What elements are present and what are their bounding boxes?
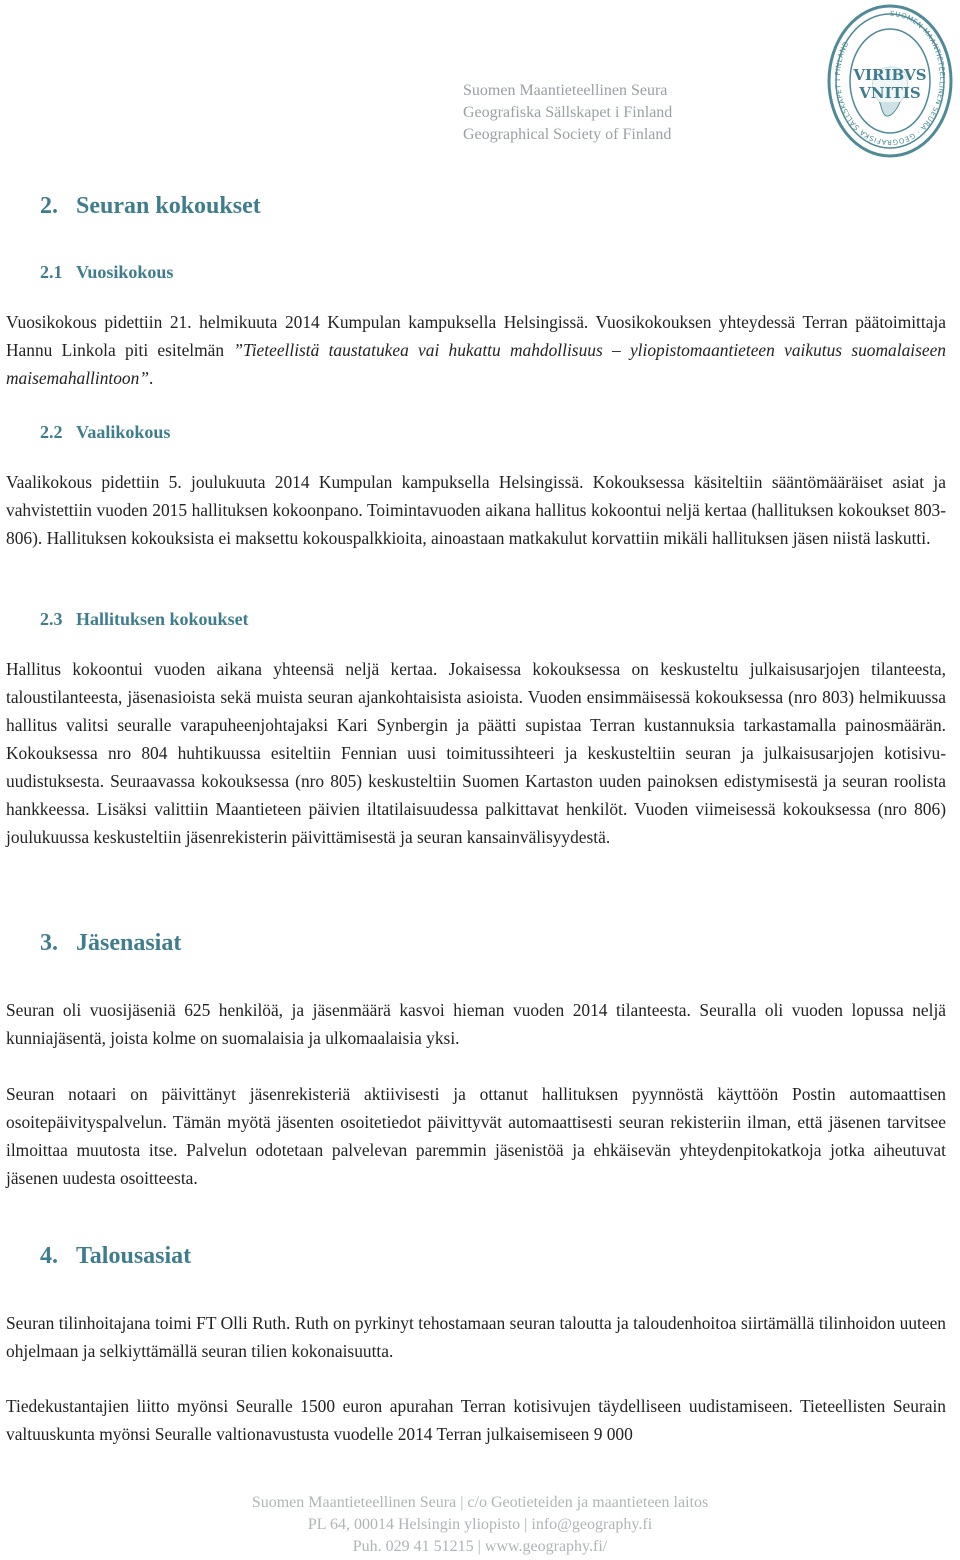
org-name-sv: Geografiska Sällskapet i Finland xyxy=(463,104,673,121)
paragraph-apurahat: Tiedekustantajien liitto myönsi Seuralle 1500 euron apurahan Terran kotisivujen täydelliseen uudistamiseen. Tieteellisten Seurain valtuuskunta myönsi Seuralle valtionavustusta vuodelle 2014 Terran julkaisemiseen 9 000 xyxy=(6,1396,946,1444)
letterhead xyxy=(463,80,793,146)
seal-motto-top: VIRIBVS xyxy=(853,66,927,84)
footer-address: Suomen Maantieteellinen Seura | c/o Geotieteiden ja maantieteen laitos xyxy=(251,1494,709,1511)
section-heading-2: 2. Seuran kokoukset xyxy=(40,193,261,219)
paragraph-jasenmaara: Seuran oli vuosijäseniä 625 henkilöä, ja jäsenmäärä kasvoi hieman vuoden 2014 tilanteesta. Seuralla oli vuoden lopussa neljä kunniajäsentä, joista kolme on suomalaisia ja ulkomaalaisia yksi. xyxy=(6,1000,946,1048)
footer-phone-web: Puh. 029 41 51215 | www.geography.fi/ xyxy=(352,1538,608,1555)
society-seal-logo xyxy=(826,2,954,160)
svg-text:SUOMEN MAANTIETEELLINEN SEURA: SUOMEN MAANTIETEELLINEN SEURA · GEOGRAFISKA SÄLLSKAPET I FINLAND xyxy=(833,9,946,147)
subsection-heading-2-2: 2.2 Vaalikokous xyxy=(40,422,171,442)
org-name-en: Geographical Society of Finland xyxy=(463,126,672,143)
subsection-heading-2-1: 2.1 Vuosikokous xyxy=(40,262,174,282)
org-name-fi: Suomen Maantieteellinen Seura xyxy=(463,82,668,99)
page-footer xyxy=(0,1492,960,1558)
paragraph-vaalikokous: Vaalikokous pidettiin 5. joulukuuta 2014 Kumpulan kampuksella Helsingissä. Kokouksessa käsiteltiin sääntömääräiset asiat ja vahvistettiin vuoden 2015 hallituksen kokoonpano. Toimintavuoden aikana hallitus kokoontui neljä kertaa (hallituksen kokoukset 803-806). Hallituksen kokouksista ei maksettu kokouspalkkioita, ainoastaan matkakulut korvattiin mikäli hallituksen jäsen niistä laskutti. xyxy=(6,472,946,548)
seal-motto-bottom: VNITIS xyxy=(859,84,921,102)
paragraph-jasenrekisteri: Seuran notaari on päivittänyt jäsenrekisteriä aktiivisesti ja ottanut hallituksen pyynnöstä käyttöön Postin automaattisen osoitepäivityspalvelun. Tämän myötä jäsenten osoitetiedot päivittyvät automaattisesti seuran rekisteriin ilman, että jäsenen tarvitsee ilmoittaa muutosta itse. Palvelun odotetaan palvelevan paremmin jäsenistöä ja ehkäisevän yhteydenpitokatkoja jotka aiheutuvat jäsenen uudesta osoitteesta. xyxy=(6,1084,946,1188)
subsection-heading-2-3: 2.3 Hallituksen kokoukset xyxy=(40,609,249,629)
paragraph-tilinhoitaja: Seuran tilinhoitajana toimi FT Olli Ruth. Ruth on pyrkinyt tehostamaan seuran taloutta ja taloudenhoitoa siirtämällä tilinhoidon uuteen ohjelmaan ja selkiyttämällä seuran tilien kokonaisuutta. xyxy=(6,1313,946,1361)
paragraph-vuosikokous: Vuosikokous pidettiin 21. helmikuuta 2014 Kumpulan kampuksella Helsingissä. Vuosikokouksen yhteydessä Terran päätoimittaja Hannu Linkola piti esitelmän ”Tieteellistä taustatukea vai hukattu mahdollisuus – yliopistomaantieteen vaikutus suomalaiseen maisemahallintoon”. xyxy=(6,312,946,388)
section-heading-4: 4. Talousasiat xyxy=(40,1243,192,1269)
paragraph-hallituksen-kokoukset: Hallitus kokoontui vuoden aikana yhteensä neljä kertaa. Jokaisessa kokouksessa on keskusteltu julkaisusarjojen tilanteesta, taloustilanteesta, jäsenasioista sekä muista seuran ajankohtaisista asioista. Vuoden ensimmäisessä kokouksessa (nro 803) helmikuussa hallitus valitsi seuralle varapuheenjohtajaksi Kari Synbergin ja päätti supistaa Terran kustannuksia tarkastamalla painosmäärän. Kokouksessa nro 804 huhtikuussa esiteltiin Fennian uusi toimitussihteeri ja keskusteltiin seuran ja julkaisusarjojen kotisivu-uudistuksesta. Seuraavassa kokouksessa (nro 805) keskusteltiin Suomen Kartaston uuden painoksen edistymisestä ja seuran roolista hankkeessa. Lisäksi valittiin Maantieteen päivien iltatilaisuudessa palkittavat henkilöt. Vuoden viimeisessä kokouksessa (nro 806) joulukuussa keskusteltiin jäsenrekisterin päivittämisestä ja seuran kansainvälisyydestä. xyxy=(6,659,946,847)
section-heading-3: 3. Jäsenasiat xyxy=(40,930,182,956)
footer-contact: PL 64, 00014 Helsingin yliopisto | info@geography.fi xyxy=(307,1516,653,1533)
